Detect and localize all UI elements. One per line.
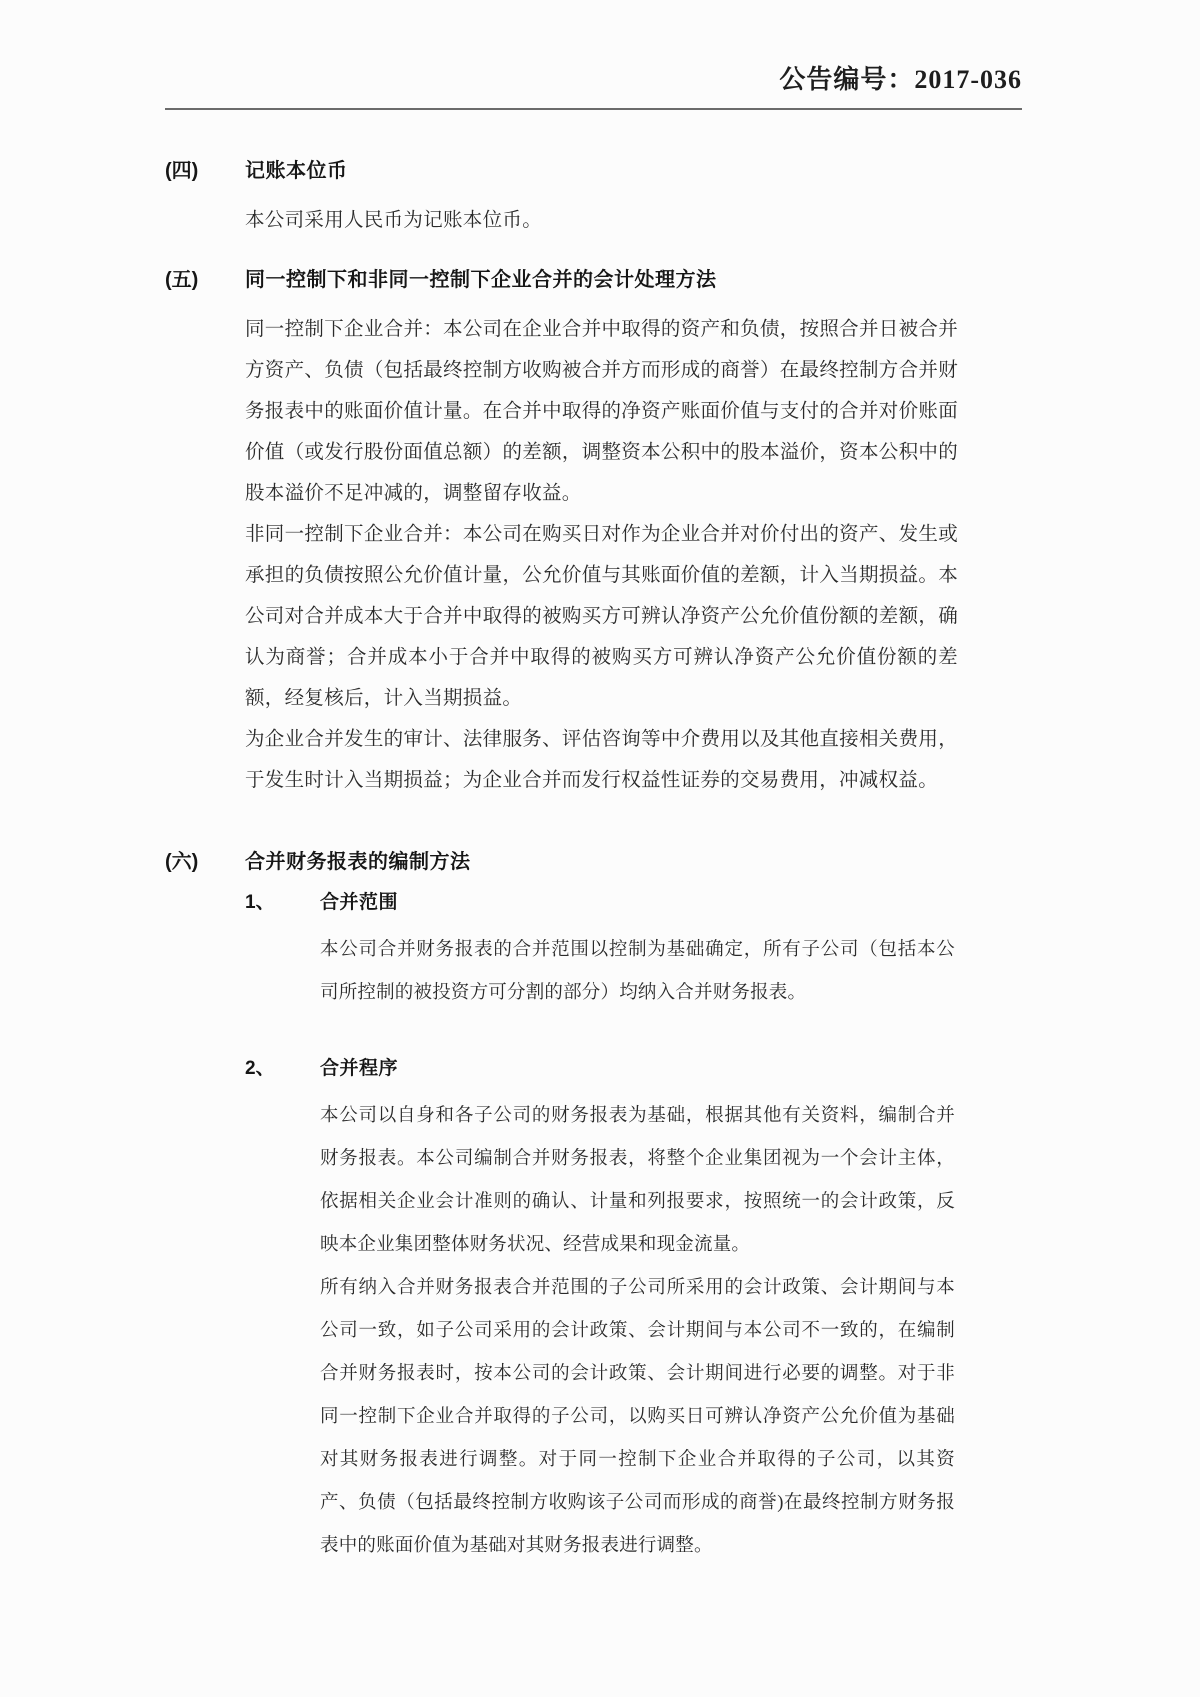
- section-title: 合并财务报表的编制方法: [245, 851, 471, 873]
- subsection-number: 1、: [245, 892, 275, 913]
- paragraph: 为企业合并发生的审计、法律服务、评估咨询等中介费用以及其他直接相关费用，于发生时计入当期损益；为企业合并而发行权益性证券的交易费用，冲减权益。: [245, 729, 958, 791]
- subsection-title: 合并程序: [320, 1058, 399, 1079]
- announcement-number: 公告编号：2017-036: [779, 65, 1022, 94]
- subsection-1-consolidation-scope: [245, 889, 1022, 1015]
- subsection-number: 2、: [245, 1058, 275, 1079]
- subsection-heading: [245, 1055, 1022, 1083]
- section-label: (六): [165, 851, 199, 873]
- page-header: [165, 64, 1022, 96]
- section-label: (五): [165, 269, 199, 291]
- subsection-body: [320, 1095, 955, 1568]
- subsection-heading: [245, 889, 1022, 917]
- subsection-title: 合并范围: [320, 892, 399, 913]
- section-heading: [165, 156, 1022, 186]
- section-title: 同一控制下和非同一控制下企业合并的会计处理方法: [245, 269, 717, 291]
- paragraph: 同一控制下企业合并：本公司在企业合并中取得的资产和负债，按照合并日被合并方资产、负债（包括最终控制方收购被合并方而形成的商誉）在最终控制方合并财务报表中的账面价值计量。在合并中取得的净资产账面价值与支付的合并对价账面价值（或发行股份面值总额）的差额，调整资本公积中的股本溢价，资本公积中的股本溢价不足冲减的，调整留存收益。: [245, 319, 958, 504]
- subsection-2-consolidation-procedure: [245, 1055, 1022, 1568]
- section-body: [245, 200, 958, 241]
- section-heading: [165, 847, 1022, 877]
- section-5-business-combinations: [165, 265, 1022, 801]
- section-title: 记账本位币: [245, 160, 348, 182]
- section-6-consolidated-statements: [165, 847, 1022, 1568]
- paragraph: 本公司采用人民币为记账本位币。: [245, 210, 543, 231]
- subsection-body: [320, 929, 955, 1015]
- section-heading: [165, 265, 1022, 295]
- paragraph: 非同一控制下企业合并：本公司在购买日对作为企业合并对价付出的资产、发生或承担的负债按照公允价值计量，公允价值与其账面价值的差额，计入当期损益。本公司对合并成本大于合并中取得的被购买方可辨认净资产公允价值份额的差额，确认为商誉；合并成本小于合并中取得的被购买方可辨认净资产公允价值份额的差额，经复核后，计入当期损益。: [245, 524, 958, 709]
- paragraph: 所有纳入合并财务报表合并范围的子公司所采用的会计政策、会计期间与本公司一致，如子公司采用的会计政策、会计期间与本公司不一致的，在编制合并财务报表时，按本公司的会计政策、会计期间进行必要的调整。对于非同一控制下企业合并取得的子公司，以购买日可辨认净资产公允价值为基础对其财务报表进行调整。对于同一控制下企业合并取得的子公司，以其资产、负债（包括最终控制方收购该子公司而形成的商誉)在最终控制方财务报表中的账面价值为基础对其财务报表进行调整。: [320, 1278, 955, 1556]
- header-divider: [165, 108, 1022, 110]
- section-4-functional-currency: [165, 156, 1022, 241]
- section-body: [245, 309, 958, 801]
- paragraph: 本公司合并财务报表的合并范围以控制为基础确定，所有子公司（包括本公司所控制的被投资方可分割的部分）均纳入合并财务报表。: [320, 940, 955, 1003]
- section-label: (四): [165, 160, 199, 182]
- paragraph: 本公司以自身和各子公司的财务报表为基础，根据其他有关资料，编制合并财务报表。本公司编制合并财务报表，将整个企业集团视为一个会计主体，依据相关企业会计准则的确认、计量和列报要求，按照统一的会计政策，反映本企业集团整体财务状况、经营成果和现金流量。: [320, 1106, 955, 1255]
